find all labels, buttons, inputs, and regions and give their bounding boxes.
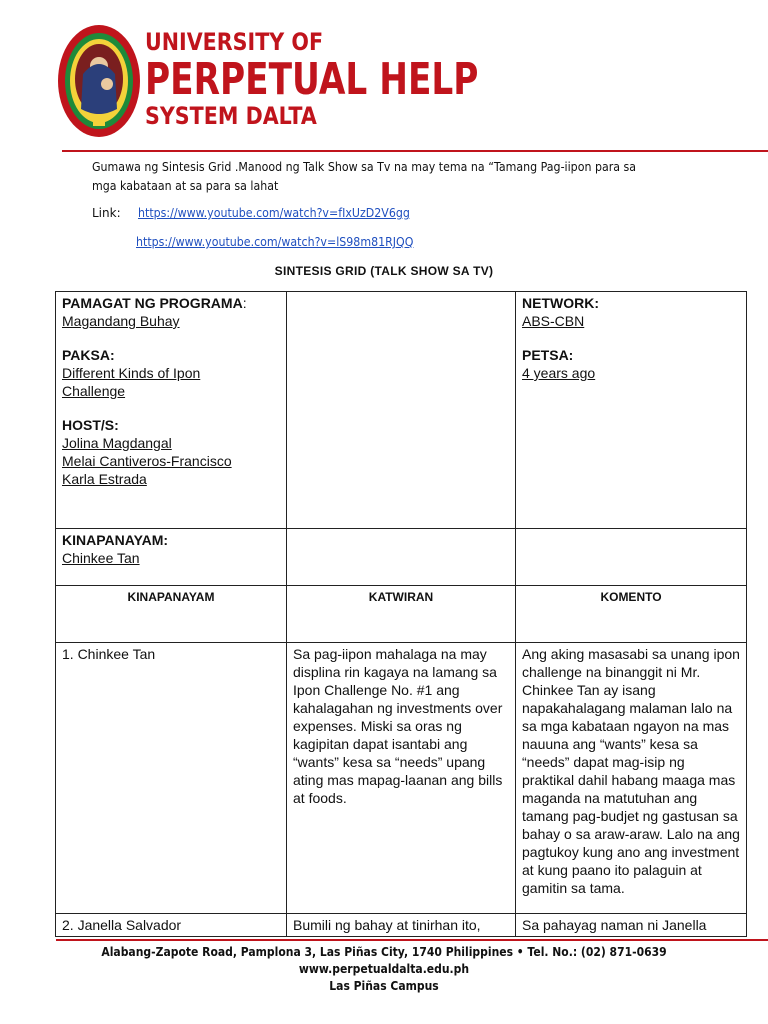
petsa-value: 4 years ago xyxy=(522,365,596,381)
kinapanayam-value: Chinkee Tan xyxy=(62,550,140,566)
row-katwiran: Bumili ng bahay at tinirhan ito, xyxy=(287,914,516,937)
petsa-label: PETSA: xyxy=(522,347,574,363)
university-name-line3: SYSTEM DALTA xyxy=(145,102,317,130)
programa-colon: : xyxy=(242,295,247,311)
youtube-link-1[interactable]: https://www.youtube.com/watch?v=fIxUzD2V6gg xyxy=(138,206,410,220)
empty-cell xyxy=(287,292,516,529)
link-label: Link: xyxy=(92,206,121,220)
paksa-value: Different Kinds of Ipon Challenge xyxy=(62,365,201,399)
row-komento: Sa pahayag naman ni Janella xyxy=(516,914,747,937)
row-name: 1. Chinkee Tan xyxy=(56,643,287,914)
column-header: KOMENTO xyxy=(516,586,747,643)
table-row xyxy=(56,914,747,937)
host-3: Karla Estrada xyxy=(62,471,147,487)
youtube-link-2[interactable]: https://www.youtube.com/watch?v=lS98m81RJQQ xyxy=(136,235,414,249)
network-label: NETWORK: xyxy=(522,295,599,311)
row-name: 2. Janella Salvador xyxy=(56,914,287,937)
university-name-line2: PERPETUAL HELP xyxy=(145,54,479,105)
instructions-text: Gumawa ng Sintesis Grid .Manood ng Talk Show sa Tv na may tema na “Tamang Pag-iipon para sa mga kabataan at sa para sa lahat xyxy=(92,160,637,193)
network-info-cell xyxy=(516,292,747,529)
host-2: Melai Cantiveros-Francisco xyxy=(62,453,232,469)
sintesis-grid-table xyxy=(55,291,747,937)
footer-website: www.perpetualdalta.edu.ph xyxy=(298,962,470,976)
footer xyxy=(0,944,768,995)
host-1: Jolina Magdangal xyxy=(62,435,172,451)
column-header: KINAPANAYAM xyxy=(56,586,287,643)
programa-value: Magandang Buhay xyxy=(62,313,180,329)
header-divider xyxy=(62,150,768,152)
kinapanayam-row xyxy=(56,529,747,586)
info-row xyxy=(56,292,747,529)
programa-label: PAMAGAT NG PROGRAMA xyxy=(62,295,243,311)
paksa-label: PAKSA: xyxy=(62,347,115,363)
empty-cell xyxy=(516,529,747,586)
table-row xyxy=(56,643,747,914)
footer-divider xyxy=(56,939,768,941)
grid-title: SINTESIS GRID (TALK SHOW SA TV) xyxy=(274,264,494,278)
hosts-label: HOST/S: xyxy=(62,417,119,433)
network-value: ABS-CBN xyxy=(522,313,585,329)
row-katwiran: Sa pag-iipon mahalaga na may displina rin kagaya na lamang sa Ipon Challenge No. #1 ang kahalagahan ng investments over expenses. Miski sa oras ng kagipitan dapat isantabi ang “wants” kesa sa “needs” upang ating mas mapag-laanan ang bills at foods. xyxy=(287,643,516,914)
program-info-cell xyxy=(56,292,287,529)
empty-cell xyxy=(287,529,516,586)
letterhead xyxy=(0,0,768,160)
column-header-row xyxy=(56,586,747,643)
footer-address: Alabang-Zapote Road, Pamplona 3, Las Piñas City, 1740 Philippines • Tel. No.: (02) 871-0639 xyxy=(101,945,667,959)
kinapanayam-cell xyxy=(56,529,287,586)
column-header: KATWIRAN xyxy=(287,586,516,643)
footer-campus: Las Piñas Campus xyxy=(329,979,439,993)
row-komento: Ang aking masasabi sa unang ipon challenge na binanggit ni Mr. Chinkee Tan ay isang napakahalagang malaman lalo na sa mga kabataan ngayon na mas nauuna ang “wants” kesa sa “needs” dapat mag-isip ng praktikal dahil habang maaga mas maganda na matutuhan ang tamang pag-budjet ng gastusan sa bahay o sa araw-araw. Lalo na ang pagtukoy kung ano ang investment at kung paano ito palaguin at gamitin sa tama. xyxy=(516,643,747,914)
university-seal-icon xyxy=(57,24,141,138)
kinapanayam-label: KINAPANAYAM: xyxy=(62,532,169,548)
university-name-line1: UNIVERSITY OF xyxy=(145,28,324,56)
